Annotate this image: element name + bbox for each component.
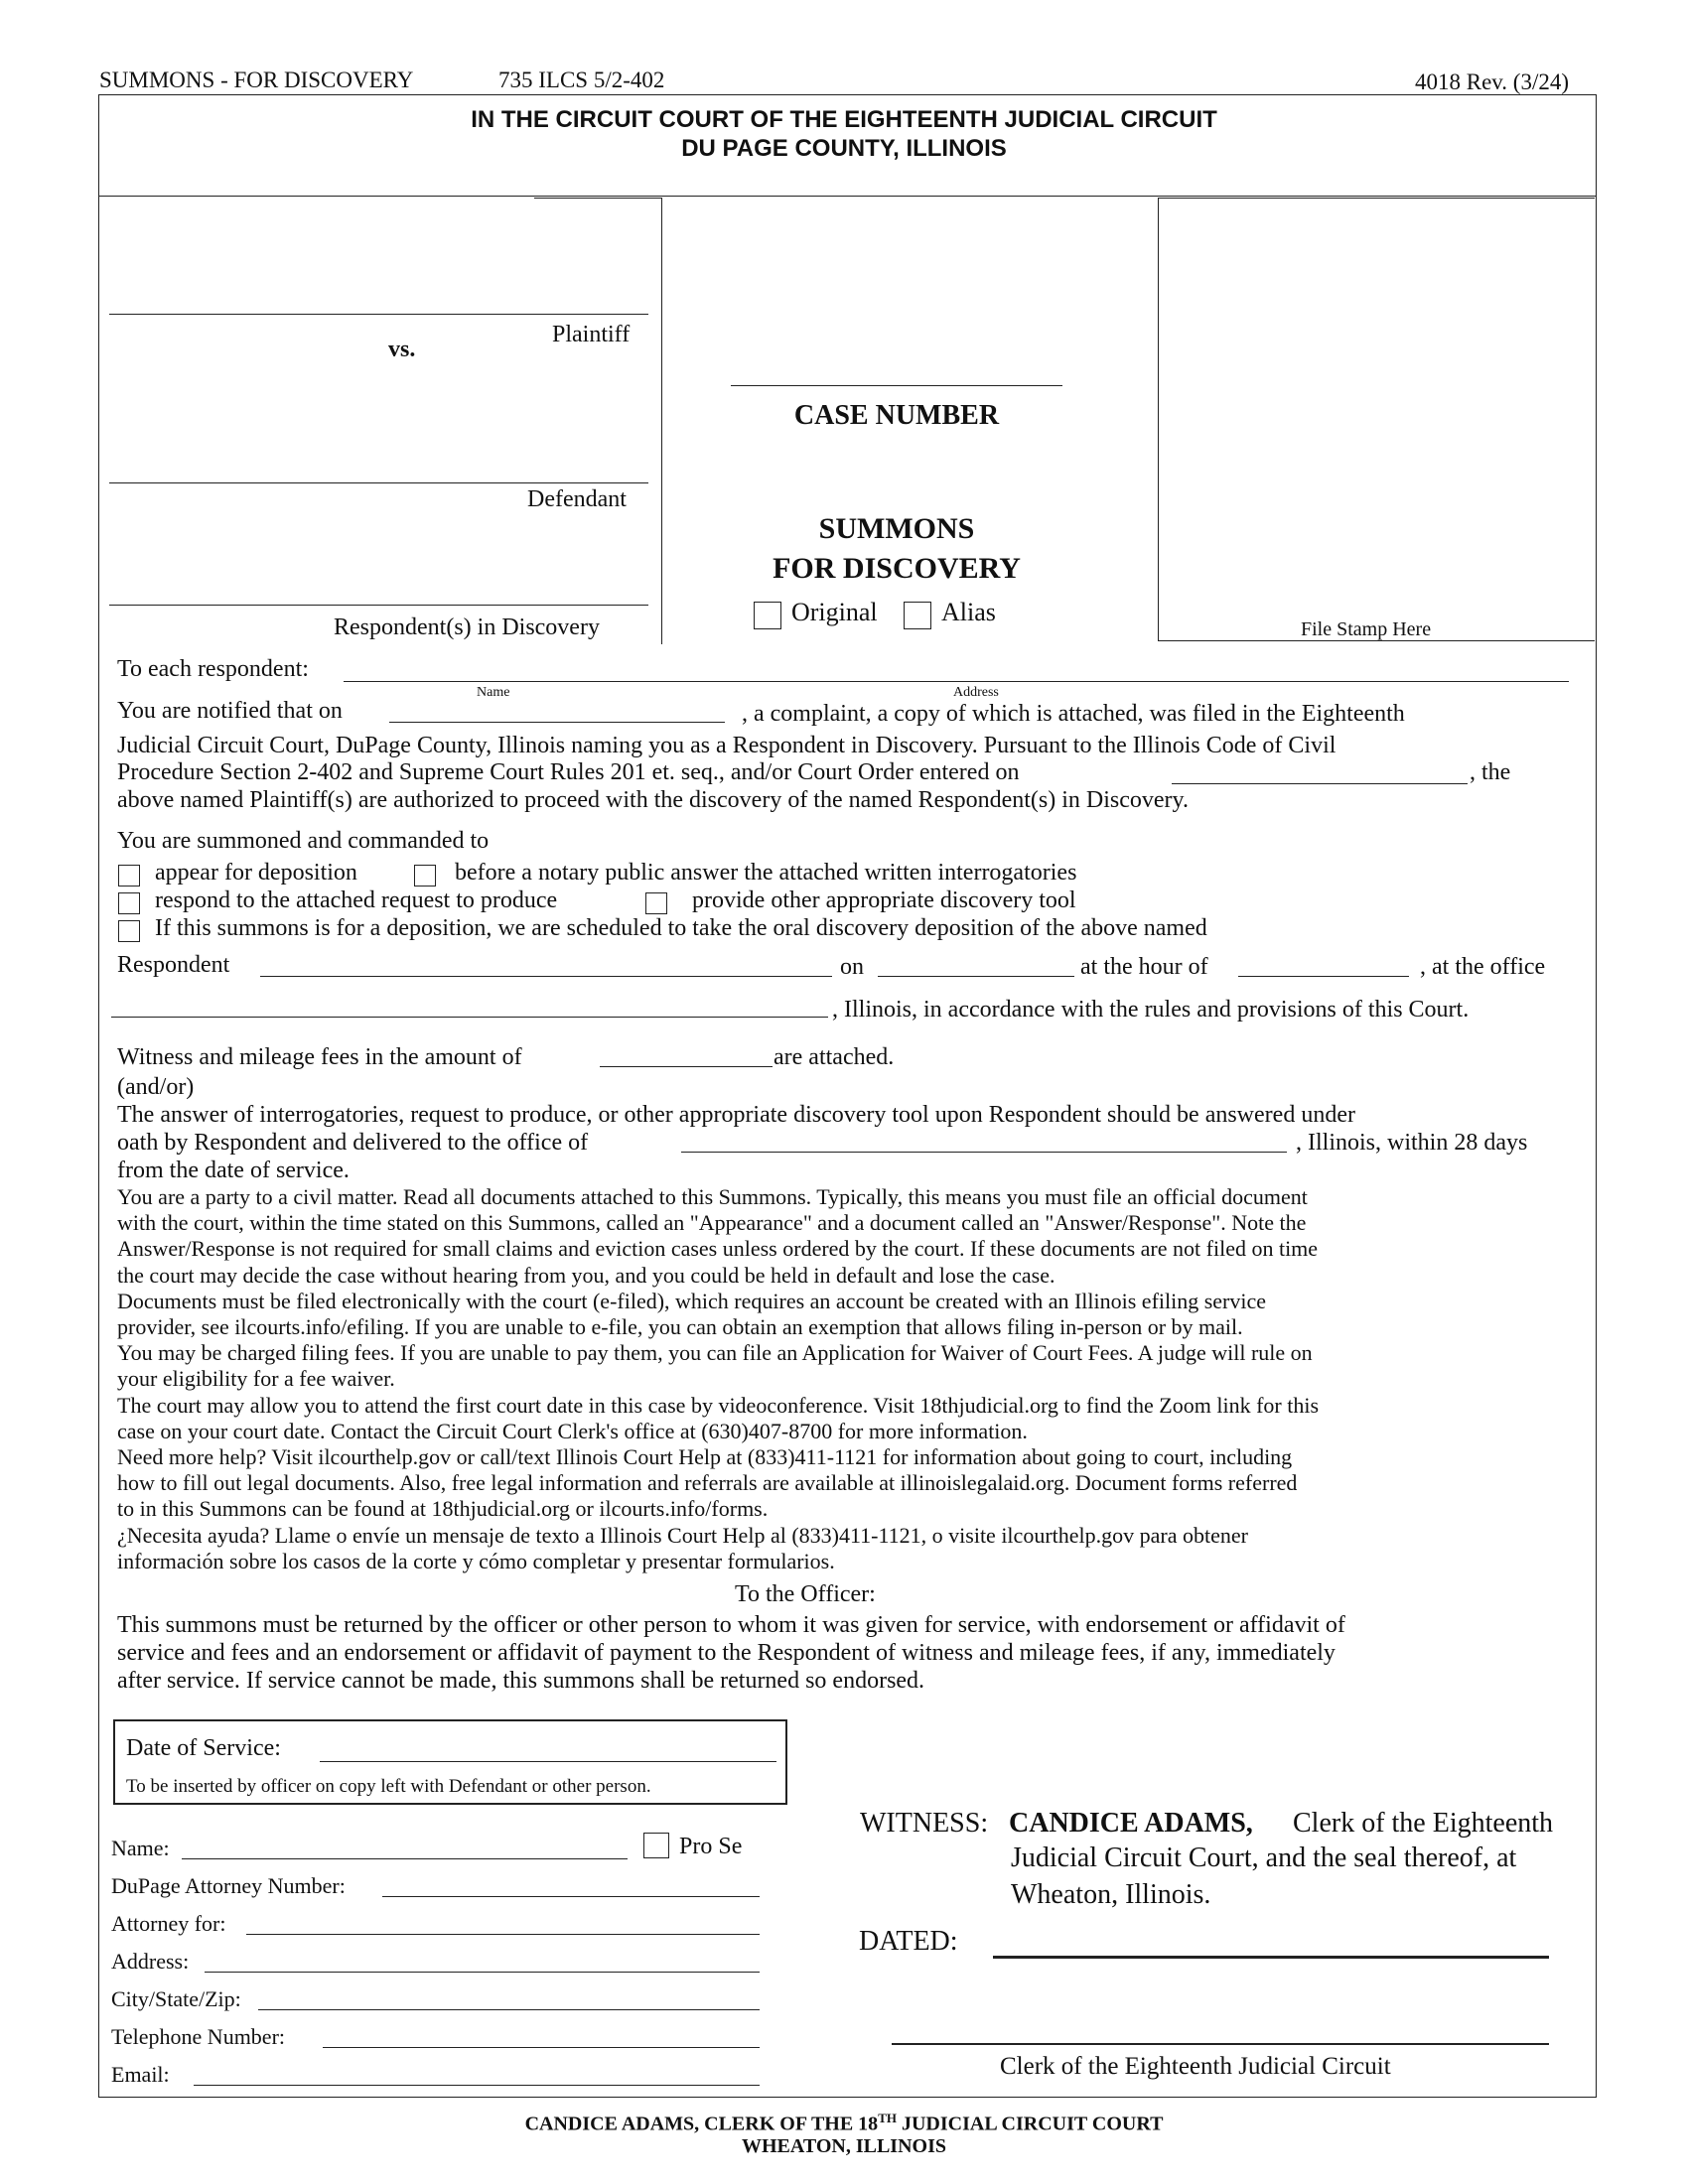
witness-label: WITNESS:: [860, 1808, 989, 1839]
pro-se-label: Pro Se: [679, 1834, 743, 1859]
clerk-name: CANDICE ADAMS,: [1009, 1808, 1253, 1839]
file-stamp-label: File Stamp Here: [1301, 618, 1432, 640]
respondent-line[interactable]: [109, 605, 648, 606]
doc-title-line1: SUMMONS: [818, 512, 975, 545]
caption-bracket-side: [661, 198, 662, 644]
notice-text: [117, 1184, 1587, 1574]
vs-label: vs.: [388, 337, 416, 362]
notice-line: información sobre los casos de la corte y cómo completar y presentar formularios.: [117, 1548, 835, 1573]
city-state-zip-field[interactable]: [258, 1987, 760, 2010]
case-number-label: CASE NUMBER: [793, 400, 1000, 431]
scheduled-label: If this summons is for a deposition, we are scheduled to take the oral discovery deposition of the above named: [155, 915, 1207, 941]
on-word: on: [840, 954, 864, 980]
telephone-label: Telephone Number:: [111, 2024, 286, 2049]
plaintiff-label: Plaintiff: [552, 322, 631, 347]
and-or: (and/or): [117, 1074, 195, 1100]
paragraph1-line3: Procedure Section 2-402 and Supreme Court Rules 201 et. seq., and/or Court Order entered on: [117, 759, 1020, 785]
footer-city-line: WHEATON, ILLINOIS: [742, 2135, 946, 2157]
notified-pre: You are notified that on: [117, 698, 343, 724]
notice-line: You may be charged filing fees. If you are unable to pay them, you can file an Application for Waiver of Court Fees. A judge will rule on: [117, 1340, 1313, 1366]
email-field[interactable]: [194, 2063, 760, 2086]
officer-line: This summons must be returned by the officer or other person to whom it was given for service, with endorsement or affidavit of: [117, 1612, 1345, 1638]
to-officer-heading: To the Officer:: [735, 1581, 876, 1607]
footer-clerk-post: JUDICIAL CIRCUIT COURT: [896, 2113, 1164, 2135]
address-caption: Address: [953, 685, 999, 700]
clerk-signature-line[interactable]: [892, 2043, 1549, 2045]
footer-clerk-line: [298, 2107, 1390, 2136]
witness-fees-field[interactable]: [600, 1044, 773, 1067]
deposition-date-field[interactable]: [878, 954, 1074, 977]
officer-line: after service. If service cannot be made, this summons shall be returned so endorsed.: [117, 1668, 925, 1694]
answer-line3: from the date of service.: [117, 1158, 350, 1183]
city-state-zip-label: City/State/Zip:: [111, 1986, 241, 2011]
scheduled-checkbox[interactable]: [118, 920, 140, 942]
summoned-label: You are summoned and commanded to: [117, 828, 490, 854]
caption-bracket-top: [534, 198, 661, 199]
notice-line: Documents must be filed electronically with the court (e-filed), which requires an account be created with an Illinois efiling service: [117, 1288, 1267, 1313]
date-of-service-field[interactable]: [320, 1739, 776, 1762]
notice-line: to in this Summons can be found at 18thjudicial.org or ilcourts.info/forms.: [117, 1496, 769, 1522]
deposition-office-field[interactable]: [111, 995, 828, 1018]
illinois-rules: , Illinois, in accordance with the rules and provisions of this Court.: [832, 997, 1470, 1023]
hour-word: at the hour of: [1080, 954, 1208, 980]
pro-se-checkbox[interactable]: [643, 1833, 669, 1858]
notice-line: provider, see ilcourts.info/efiling. If you are unable to e-file, you can obtain an exemption that allows filing in-person or by mail.: [117, 1314, 1243, 1340]
paragraph1-line4: above named Plaintiff(s) are authorized to proceed with the discovery of the named Respondent(s) in Discovery.: [117, 787, 1189, 813]
delivery-office-field[interactable]: [681, 1130, 1287, 1153]
dupage-number-field[interactable]: [382, 1874, 760, 1897]
email-label: Email:: [111, 2062, 170, 2087]
respondent-word: Respondent: [117, 952, 230, 978]
attorney-name-field[interactable]: [182, 1837, 628, 1859]
notice-line: ¿Necesita ayuda? Llame o envíe un mensaje de texto a Illinois Court Help al (833)411-1121, o visite ilcourthelp.gov para obtener: [117, 1522, 1248, 1548]
notice-line: The court may allow you to attend the first court date in this case by videoconference. Visit 18thjudicial.org to find the Zoom link for this: [117, 1392, 1320, 1418]
dupage-number-label: DuPage Attorney Number:: [111, 1873, 346, 1898]
footer-clerk-sup: TH: [878, 2111, 897, 2125]
witness-line2: Judicial Circuit Court, and the seal thereof, at: [1011, 1843, 1517, 1873]
office-word: , at the office: [1420, 954, 1546, 980]
plaintiff-line[interactable]: [109, 314, 648, 315]
filed-date-field[interactable]: [389, 700, 725, 723]
notice-line: with the court, within the time stated on this Summons, called an "Appearance" and a document called an "Answer/Response". Note the: [117, 1210, 1307, 1236]
deposition-respondent-field[interactable]: [260, 954, 832, 977]
county-name: DU PAGE COUNTY, ILLINOIS: [681, 135, 1007, 162]
notice-line: your eligibility for a fee waiver.: [117, 1366, 395, 1392]
alias-label: Alias: [941, 598, 996, 626]
witness-fees-label: Witness and mileage fees in the amount of: [117, 1044, 522, 1070]
attorney-name-label: Name:: [111, 1836, 170, 1860]
answer-line1: The answer of interrogatories, request to produce, or other appropriate discovery tool upon Respondent should be answered under: [117, 1102, 1355, 1128]
respondent-label: Respondent(s) in Discovery: [334, 614, 600, 640]
date-of-service-label: Date of Service:: [126, 1735, 281, 1761]
notice-line: Answer/Response is not required for small claims and eviction cases unless ordered by the court. If these documents are not filed on time: [117, 1236, 1319, 1262]
deposition-label: appear for deposition: [155, 860, 357, 886]
case-number-line[interactable]: [731, 385, 1062, 386]
original-checkbox[interactable]: [754, 602, 781, 629]
defendant-line[interactable]: [109, 482, 648, 483]
address-label: Address:: [111, 1949, 190, 1974]
address-field[interactable]: [205, 1950, 760, 1973]
court-header-divider: [98, 196, 1597, 197]
notice-line: Need more help? Visit ilcourthelp.gov or call/text Illinois Court Help at (833)411-1121 for information about going to court, including: [117, 1444, 1293, 1470]
notified-post: , a complaint, a copy of which is attached, was filed in the Eighteenth: [742, 701, 1405, 727]
notice-line: You are a party to a civil matter. Read all documents attached to this Summons. Typically, this means you must file an official document: [117, 1184, 1308, 1209]
other-tool-label: provide other appropriate discovery tool: [692, 887, 1076, 913]
notice-line: the court may decide the case without hearing from you, and you could be held in default and lose the case.: [117, 1262, 1055, 1288]
deposition-checkbox[interactable]: [118, 865, 140, 887]
officer-instructions: [117, 1611, 1587, 1695]
dated-label: DATED:: [859, 1926, 958, 1957]
notice-line: how to fill out legal documents. Also, free legal information and referrals are available at illinoislegalaid.org. Document forms referred: [117, 1470, 1298, 1496]
produce-checkbox[interactable]: [118, 892, 140, 914]
to-each-label: To each respondent:: [117, 656, 309, 682]
attorney-for-label: Attorney for:: [111, 1911, 226, 1936]
alias-checkbox[interactable]: [904, 602, 931, 629]
name-caption: Name: [477, 685, 510, 700]
notary-checkbox[interactable]: [414, 865, 436, 887]
witness-line1-rest: Clerk of the Eighteenth: [1293, 1808, 1554, 1839]
statute-reference: 735 ILCS 5/2-402: [498, 68, 665, 92]
attorney-for-field[interactable]: [246, 1912, 760, 1935]
produce-label: respond to the attached request to produce: [155, 887, 558, 913]
officer-line: service and fees and an endorsement or affidavit of payment to the Respondent of witness and mileage fees, if any, immediately: [117, 1640, 1336, 1666]
paragraph1-line2: Judicial Circuit Court, DuPage County, Illinois naming you as a Respondent in Discovery. Pursuant to the Illinois Code of Civil: [117, 733, 1336, 758]
answer-line2: oath by Respondent and delivered to the office of: [117, 1130, 589, 1156]
doc-title-line2: FOR DISCOVERY: [773, 552, 1021, 585]
file-stamp-box: [1158, 198, 1595, 641]
witness-line3: Wheaton, Illinois.: [1011, 1879, 1211, 1910]
clerk-signature-caption: Clerk of the Eighteenth Judicial Circuit: [1000, 2053, 1391, 2080]
answer-line2-end: , Illinois, within 28 days: [1296, 1130, 1528, 1156]
paragraph1-line3-end: , the: [1470, 759, 1511, 785]
defendant-label: Defendant: [527, 486, 627, 512]
telephone-field[interactable]: [323, 2025, 760, 2048]
respondent-name-address-line[interactable]: [344, 681, 1569, 682]
original-label: Original: [791, 598, 878, 626]
form-title: SUMMONS - FOR DISCOVERY: [99, 68, 414, 92]
form-number: 4018 Rev. (3/24): [1415, 69, 1570, 94]
footer-clerk-pre: CANDICE ADAMS, CLERK OF THE 18: [524, 2113, 879, 2135]
dated-field[interactable]: [993, 1956, 1549, 1959]
notice-line: case on your court date. Contact the Circuit Court Clerk's office at (630)407-8700 for more information.: [117, 1418, 1028, 1443]
court-order-date-field[interactable]: [1172, 761, 1468, 784]
date-of-service-note: To be inserted by officer on copy left with Defendant or other person.: [126, 1776, 651, 1797]
court-name: IN THE CIRCUIT COURT OF THE EIGHTEENTH JUDICIAL CIRCUIT: [471, 106, 1217, 133]
other-tool-checkbox[interactable]: [645, 892, 667, 914]
notary-label: before a notary public answer the attached written interrogatories: [455, 860, 1077, 886]
deposition-hour-field[interactable]: [1238, 954, 1409, 977]
witness-fees-post: are attached.: [774, 1044, 895, 1070]
